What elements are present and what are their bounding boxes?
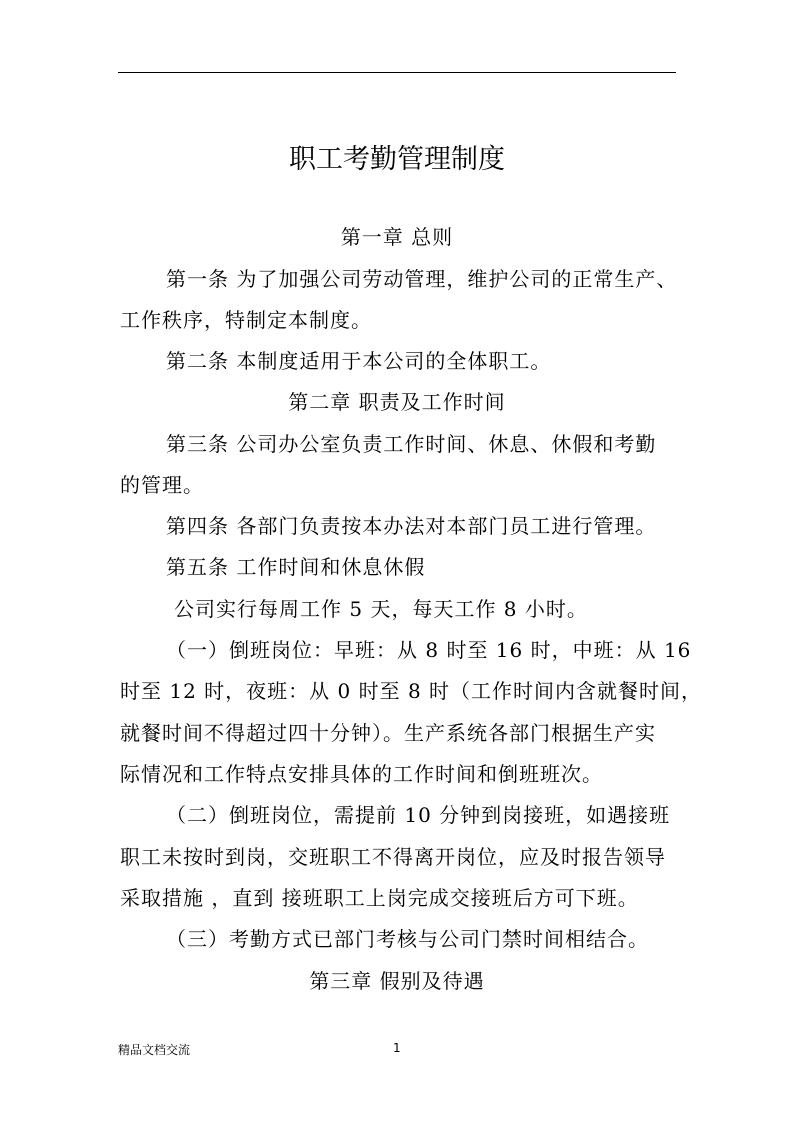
article-5-intro: 公司实行每周工作 5 天，每天工作 8 小时。 [174, 597, 588, 621]
item-2-line-2: 职工未按时到岗，交班职工不得离开岗位，应及时报告领导 [120, 845, 666, 869]
item-1-line-1: （一）倒班岗位：早班：从 8 时至 16 时，中班：从 16 [166, 638, 692, 662]
item-1-line-2: 时至 12 时，夜班：从 0 时至 8 时（工作时间内含就餐时间， [120, 679, 703, 703]
article-1-line-1: 第一条 为了加强公司劳动管理，维护公司的正常生产、 [166, 267, 678, 291]
article-4-line-1: 第四条 各部门负责按本办法对本部门员工进行管理。 [166, 514, 657, 538]
item-1-line-3: 就餐时间不得超过四十分钟）。生产系统各部门根据生产实 [120, 721, 656, 745]
item-2-line-1: （二）倒班岗位，需提前 10 分钟到岗接班，如遇接班 [166, 803, 671, 827]
item-1-line-4: 际情况和工作特点安排具体的工作时间和倒班班次。 [120, 762, 603, 786]
footer-label: 精品文档交流 [118, 1043, 191, 1057]
item-3-line-1: （三）考勤方式已部门考核与公司门禁时间相结合。 [166, 927, 649, 951]
chapter-1-heading: 第一章 总则 [340, 225, 454, 249]
article-3-line-1: 第三条 公司办公室负责工作时间、休息、休假和考勤 [166, 432, 657, 456]
article-5-line-1: 第五条 工作时间和休息休假 [166, 555, 426, 579]
page-number: 1 [393, 1041, 401, 1055]
chapter-3-heading: 第三章 假别及待遇 [309, 969, 485, 993]
article-1-line-2: 工作秩序，特制定本制度。 [120, 308, 372, 332]
chapter-2-heading: 第二章 职责及工作时间 [288, 390, 506, 414]
article-3-line-2: 的管理。 [120, 473, 204, 497]
header-rule [118, 72, 676, 73]
item-2-line-3: 采取措施 ，直到 接班职工上岗完成交接班后方可下班。 [120, 886, 639, 910]
article-2-line-1: 第二条 本制度适用于本公司的全体职工。 [166, 349, 552, 373]
document-title: 职工考勤管理制度 [289, 144, 505, 175]
